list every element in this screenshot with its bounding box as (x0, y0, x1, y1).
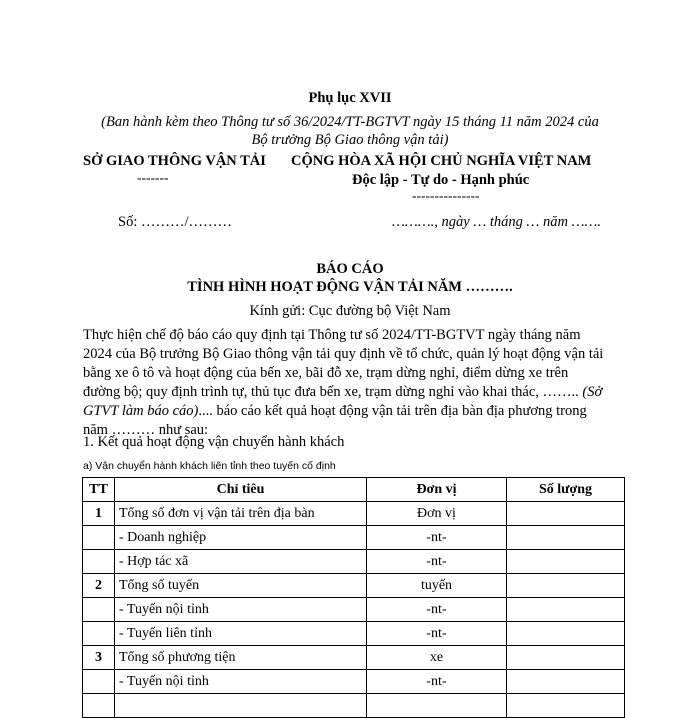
intro-line-4-text: đường bộ; quy định trình tự, thủ tục đưa bến xe, trạm dừng nghỉ vào khai thác, …….. (83, 384, 579, 400)
intro-line-4 (83, 383, 623, 403)
header-tt: TT (83, 478, 115, 502)
table-row (83, 598, 625, 622)
table-row (83, 574, 625, 598)
intro-line-5-text: .... báo cáo kết quả hoạt động vận tải trên địa bàn địa phương trong (198, 403, 587, 419)
intro-line-5-italic: GTVT làm báo cáo) (83, 403, 199, 419)
header-quantity: Số lượng (507, 478, 625, 502)
appendix-title: Phụ lục XVII (308, 90, 392, 106)
header-unit: Đơn vị (367, 478, 507, 502)
row-unit: xe (367, 646, 507, 670)
table-row (83, 646, 625, 670)
row-tt (83, 550, 115, 574)
issued-note-line2: Bộ trưởng Bộ Giao thông vận tải) (251, 132, 449, 148)
intro-line-1: Thực hiện chế độ báo cáo quy định tại Thông tư số 2024/TT-BGTVT ngày tháng năm (83, 327, 581, 343)
section-1a-heading: a) Vận chuyển hành khách liên tỉnh theo tuyến cố định (83, 460, 336, 472)
row-unit: -nt- (367, 526, 507, 550)
report-subtitle: TÌNH HÌNH HOẠT ĐỘNG VẬN TẢI NĂM ………. (187, 279, 513, 295)
row-unit: Đơn vị (367, 502, 507, 526)
row-unit (367, 694, 507, 718)
row-unit: -nt- (367, 670, 507, 694)
row-quantity[interactable] (507, 670, 625, 694)
row-indicator: - Tuyến nội tỉnh (115, 670, 367, 694)
row-quantity[interactable] (507, 598, 625, 622)
report-title: BÁO CÁO (316, 261, 384, 277)
row-tt (83, 694, 115, 718)
row-unit: -nt- (367, 550, 507, 574)
issued-note-line1: (Ban hành kèm theo Thông tư số 36/2024/TT-BGTVT ngày 15 tháng 11 năm 2024 của (101, 114, 599, 130)
row-unit: tuyến (367, 574, 507, 598)
table-row (83, 550, 625, 574)
row-quantity[interactable] (507, 526, 625, 550)
intro-line-4-italic: (Sở (578, 384, 603, 400)
table-row (83, 670, 625, 694)
row-tt: 1 (83, 502, 115, 526)
row-tt: 2 (83, 574, 115, 598)
row-indicator: Tổng số đơn vị vận tải trên địa bàn (115, 502, 367, 526)
nation-name: CỘNG HÒA XÃ HỘI CHỦ NGHĨA VIỆT NAM (291, 153, 592, 169)
header-indicator: Chỉ tiêu (115, 478, 367, 502)
intro-line-6: năm ……… như sau: (83, 422, 209, 438)
row-quantity[interactable] (507, 694, 625, 718)
table-row (83, 622, 625, 646)
row-quantity[interactable] (507, 574, 625, 598)
row-tt (83, 526, 115, 550)
row-quantity[interactable] (507, 550, 625, 574)
intro-line-3: bằng xe ô tô và hoạt động của bến xe, bãi đỗ xe, trạm dừng nghỉ, điểm dừng xe trên (83, 365, 569, 381)
recipient-line: Kính gửi: Cục đường bộ Việt Nam (249, 303, 451, 319)
agency-name: SỞ GIAO THÔNG VẬN TẢI (83, 153, 266, 169)
row-indicator: - Hợp tác xã (115, 550, 367, 574)
row-unit: -nt- (367, 598, 507, 622)
motto: Độc lập - Tự do - Hạnh phúc (352, 172, 530, 188)
motto-rule: --------------- (412, 188, 480, 203)
table-row (83, 694, 625, 718)
intro-line-5 (83, 402, 623, 422)
table-row (83, 526, 625, 550)
row-tt (83, 622, 115, 646)
row-unit: -nt- (367, 622, 507, 646)
row-indicator: - Doanh nghiệp (115, 526, 367, 550)
row-indicator: Tổng số phương tiện (115, 646, 367, 670)
section-1-heading: 1. Kết quả hoạt động vận chuyển hành khách (83, 434, 345, 450)
table-header-row (83, 478, 625, 502)
agency-rule: ------- (137, 170, 169, 185)
row-quantity[interactable] (507, 502, 625, 526)
place-date: ………., ngày … tháng … năm ……. (392, 214, 602, 230)
row-quantity[interactable] (507, 646, 625, 670)
document-number: Số: ………/……… (118, 214, 232, 230)
row-tt (83, 598, 115, 622)
row-tt: 3 (83, 646, 115, 670)
report-table (82, 477, 625, 718)
intro-line-2: 2024 của Bộ trưởng Bộ Giao thông vận tải quy định về tổ chức, quản lý hoạt động vận tải (83, 346, 604, 362)
row-indicator: - Tuyến nội tỉnh (115, 598, 367, 622)
row-quantity[interactable] (507, 622, 625, 646)
row-indicator: - Tuyến liên tỉnh (115, 622, 367, 646)
row-tt (83, 670, 115, 694)
row-indicator: Tổng số tuyến (115, 574, 367, 598)
table-row (83, 502, 625, 526)
row-indicator (115, 694, 367, 718)
